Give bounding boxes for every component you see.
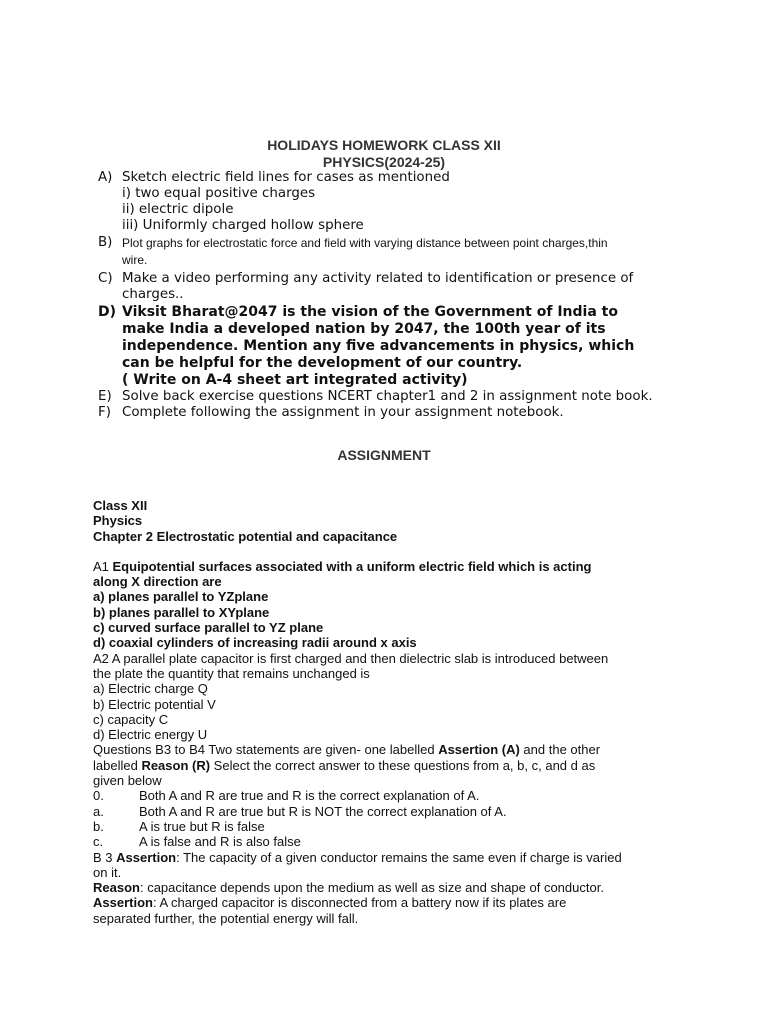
question-text: Equipotential surfaces associated with a uniform electric field which is acting: [112, 558, 592, 574]
item-text: ( Write on A-4 sheet art integrated activity): [122, 372, 468, 388]
item-text-cont: charges..: [122, 287, 184, 302]
reason-line: [93, 880, 673, 895]
option: c) capacity C: [93, 711, 169, 727]
homework-list: [98, 170, 698, 421]
assertion-text-cont: on it.: [93, 864, 122, 880]
choice-text: Both A and R are true and R is the correct explanation of A.: [139, 788, 480, 804]
item-marker: A): [98, 170, 113, 185]
sub-item: iii) Uniformly charged hollow sphere: [122, 218, 364, 233]
homework-item-f: [98, 405, 698, 421]
question-b3: [93, 850, 673, 865]
choice-text: Both A and R are true but R is NOT the correct explanation of A.: [139, 803, 507, 819]
instructions-line: [93, 742, 673, 757]
class-label: Class XII: [93, 498, 148, 513]
item-marker: F): [98, 405, 111, 420]
item-marker: C): [98, 271, 113, 286]
question-number: A1: [93, 558, 113, 574]
chapter-title: Chapter 2 Electrostatic potential and capacitance: [93, 528, 398, 544]
assertion-text: : The capacity of a given conductor remains the same even if charge is varied: [176, 849, 622, 865]
item-text: can be helpful for the development of our country.: [122, 355, 523, 371]
instructions-text: Select the correct answer to these questions from a, b, c, and d as: [210, 757, 596, 773]
item-text: Solve back exercise questions NCERT chapter1 and 2 in assignment note book.: [122, 389, 653, 404]
instructions-line: [93, 758, 673, 773]
item-text-cont: wire.: [122, 253, 148, 267]
question-number: B 3: [93, 849, 117, 865]
homework-item-c: [98, 271, 698, 303]
item-marker: E): [98, 389, 112, 404]
item-text: Viksit Bharat@2047 is the vision of the Government of India to: [122, 304, 618, 320]
question-a2: A2 A parallel plate capacitor is first charged and then dielectric slab is introduced between: [93, 650, 609, 666]
question-text-cont: along X direction are: [93, 574, 222, 590]
homework-item-a: [98, 170, 698, 234]
choice-key: b.: [93, 818, 104, 834]
choice-key: c.: [93, 834, 104, 850]
page-title: HOLIDAYS HOMEWORK CLASS XII: [267, 137, 501, 153]
instructions-text: labelled: [93, 757, 142, 773]
option: b) Electric potential V: [93, 696, 216, 712]
assertion-text: : A charged capacitor is disconnected from a battery now if its plates are: [152, 895, 567, 911]
homework-item-b: [98, 235, 698, 269]
reason-label: Reason: [93, 880, 140, 896]
sub-item: ii) electric dipole: [122, 202, 234, 217]
item-text: Make a video performing any activity related to identification or presence of: [122, 271, 634, 286]
instructions-line: given below: [93, 773, 162, 789]
choice-item: [93, 804, 673, 819]
option: b) planes parallel to XYplane: [93, 604, 270, 620]
spacer: [93, 544, 673, 559]
item-marker: D): [98, 304, 117, 320]
option: a) Electric charge Q: [93, 681, 208, 697]
option: a) planes parallel to YZplane: [93, 589, 269, 605]
reason-text: : capacitance depends upon the medium as well as size and shape of conductor.: [139, 880, 604, 896]
choice-item: [93, 819, 673, 834]
assertion-label: Assertion: [93, 895, 153, 911]
assignment-body: [93, 498, 673, 926]
choice-key: a.: [93, 803, 104, 819]
sub-item: i) two equal positive charges: [122, 186, 316, 201]
instructions-text: Questions B3 to B4 Two statements are given- one labelled: [93, 742, 439, 758]
item-text: Plot graphs for electrostatic force and field with varying distance between point charges,thin: [122, 236, 608, 250]
choice-item: [93, 834, 673, 849]
item-text: Sketch electric field lines for cases as mentioned: [122, 170, 450, 185]
option: d) Electric energy U: [93, 727, 208, 743]
assertion-text-cont: separated further, the potential energy will fall.: [93, 910, 359, 926]
option: c) curved surface parallel to YZ plane: [93, 620, 324, 636]
option: d) coaxial cylinders of increasing radii around x axis: [93, 635, 417, 651]
subject-label: Physics: [93, 513, 143, 529]
item-text: make India a developed nation by 2047, the 100th year of its: [122, 321, 606, 337]
choice-text: A is false and R is also false: [139, 834, 301, 850]
choice-item: [93, 788, 673, 803]
question-a1: [93, 559, 673, 574]
assignment-heading: ASSIGNMENT: [337, 447, 431, 463]
item-text: independence. Mention any five advancements in physics, which: [122, 338, 635, 354]
item-marker: B): [98, 235, 113, 250]
instructions-text: and the other: [519, 742, 601, 758]
reason-term: Reason (R): [141, 757, 211, 773]
question-text-cont: the plate the quantity that remains unchanged is: [93, 665, 370, 681]
choice-text: A is true but R is false: [139, 818, 265, 834]
homework-item-e: [98, 389, 698, 405]
question-b4: [93, 895, 673, 910]
homework-item-d: [98, 304, 698, 389]
page-subtitle: PHYSICS(2024-25): [322, 154, 446, 170]
assertion-label: Assertion: [116, 849, 177, 865]
choice-key: 0.: [93, 788, 104, 804]
assertion-term: Assertion (A): [438, 742, 520, 758]
item-text: Complete following the assignment in your assignment notebook.: [122, 405, 564, 420]
